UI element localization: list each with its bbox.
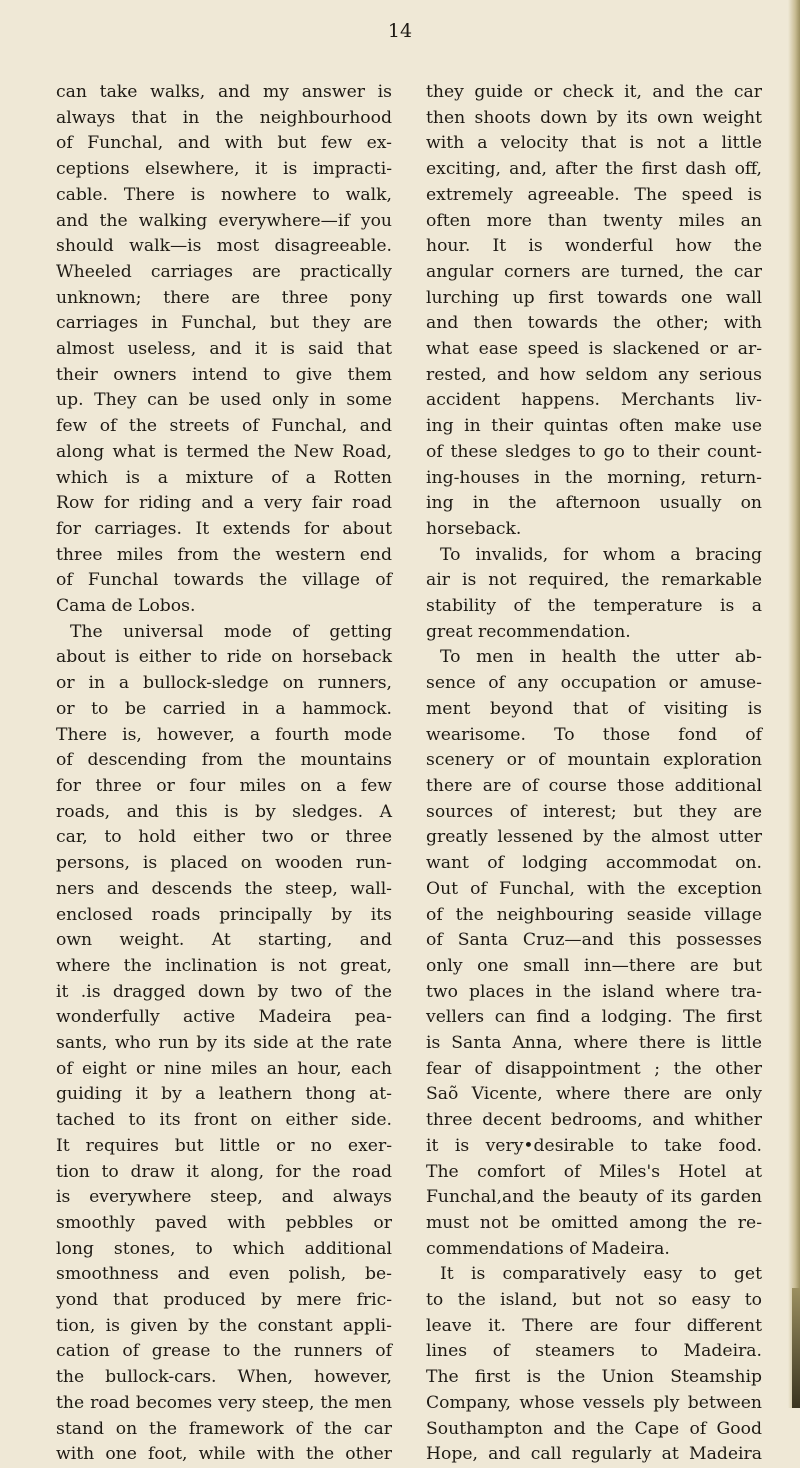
text-line: their owners intend to give them [56, 364, 392, 385]
text-line: accident happens. Merchants liv- [426, 390, 762, 411]
text-line: own weight. At starting, and [56, 930, 392, 951]
text-line: Company, whose vessels ply between [426, 1392, 762, 1413]
text-line: smoothness and even polish, be- [56, 1264, 392, 1285]
text-line: hour. It is wonderful how the [426, 236, 762, 257]
text-line: then shoots down by its own weight [426, 107, 762, 128]
text-line: sence of any occupation or amuse- [426, 673, 762, 694]
text-line: should walk—is most disagreeable. [56, 236, 392, 257]
text-line: cation of grease to the runners of [56, 1341, 392, 1362]
text-line: greatly lessened by the almost utter [426, 827, 762, 848]
text-line: there are of course those additional [426, 775, 762, 796]
text-line: almost useless, and it is said that [56, 339, 392, 360]
text-line: of these sledges to go to their count- [426, 441, 762, 462]
text-line: always that in the neighbourhood [56, 107, 392, 128]
text-line: fear of disappointment ; the other [426, 1058, 762, 1079]
text-line: it is very•desirable to take food. [426, 1135, 762, 1156]
text-line: yond that produced by mere fric- [56, 1290, 392, 1311]
text-line: car, to hold either two or three [56, 827, 392, 848]
text-line: they guide or check it, and the car [426, 82, 762, 102]
text-line: of eight or nine miles an hour, each [56, 1058, 392, 1079]
text-line: and the walking everywhere—if you [56, 210, 392, 231]
text-line: The first is the Union Steamship [426, 1367, 762, 1388]
text-line: of descending from the mountains [56, 750, 392, 771]
text-line: with one foot, while with the other [56, 1444, 392, 1465]
text-line: lurching up first towards one wall [426, 287, 762, 308]
text-line: three miles from the western end [56, 544, 392, 565]
text-line: ing in the afternoon usually on [426, 493, 762, 514]
text-line: wearisome. To those fond of [426, 724, 762, 745]
text-line: Hope, and call regularly at Madeira [426, 1444, 762, 1465]
text-line: of Funchal, and with but few ex- [56, 133, 392, 154]
text-line: to the island, but not so easy to [426, 1290, 762, 1311]
text-line: up. They can be used only in some [56, 390, 392, 411]
text-line: often more than twenty miles an [426, 210, 762, 231]
text-line: stability of the temperature is a [426, 596, 762, 617]
text-line: To invalids, for whom a bracing [440, 544, 762, 565]
text-line: and then towards the other; with [426, 313, 762, 334]
text-line: Wheeled carriages are practically [56, 261, 392, 282]
text-line: can take walks, and my answer is [56, 82, 392, 102]
text-line: roads, and this is by sledges. A [56, 801, 392, 822]
text-line: two places in the island where tra- [426, 981, 762, 1002]
text-line: what ease speed is slackened or ar- [426, 339, 762, 360]
text-line: only one small inn—there are but [426, 955, 762, 976]
text-line: sants, who run by its side at the rate [56, 1033, 392, 1054]
text-line: To men in health the utter ab- [440, 647, 762, 668]
text-line: of Santa Cruz—and this possesses [426, 930, 762, 951]
text-line: horseback. [426, 518, 522, 539]
page-edge-shadow [788, 0, 800, 1408]
text-line: with a velocity that is not a little [426, 133, 762, 154]
text-line: Southampton and the Cape of Good [426, 1418, 762, 1439]
text-line: The comfort of Miles's Hotel at [426, 1161, 762, 1182]
text-line: vellers can find a lodging. The first [426, 1007, 762, 1028]
text-line: air is not required, the remarkable [426, 570, 762, 591]
text-line: extremely agreeable. The speed is [426, 184, 762, 205]
text-line: There is, however, a fourth mode [56, 724, 392, 745]
text-line: few of the streets of Funchal, and [56, 416, 392, 437]
text-line: or in a bullock-sledge on runners, [56, 673, 392, 694]
text-line: must not be omitted among the re- [426, 1212, 762, 1233]
text-line: which is a mixture of a Rotten [56, 467, 392, 488]
text-line: enclosed roads principally by its [56, 904, 392, 925]
text-line: tion to draw it along, for the road [56, 1161, 392, 1182]
text-line: It is comparatively easy to get [440, 1264, 762, 1285]
text-line: smoothly paved with pebbles or [56, 1212, 392, 1233]
text-line: for three or four miles on a few [56, 775, 392, 796]
text-line: of the neighbouring seaside village [426, 904, 762, 925]
text-line: want of lodging accommodat on. [426, 853, 762, 874]
text-line: carriages in Funchal, but they are [56, 313, 392, 334]
text-line: scenery or of mountain exploration [426, 750, 762, 771]
text-line: the road becomes very steep, the men [56, 1392, 392, 1413]
text-line: lines of steamers to Madeira. [426, 1341, 762, 1362]
text-line: ceptions elsewhere, it is impracti- [56, 159, 392, 180]
text-line: unknown; there are three pony [56, 287, 392, 308]
text-line: three decent bedrooms, and whither [426, 1110, 762, 1131]
right-text-column [426, 80, 762, 1468]
text-line: it .is dragged down by two of the [56, 981, 392, 1002]
text-line: It requires but little or no exer- [56, 1135, 392, 1156]
page-corner-shadow [792, 1288, 800, 1408]
text-line: wonderfully active Madeira pea- [56, 1007, 392, 1028]
text-line: exciting, and, after the first dash off, [426, 159, 762, 180]
text-line: Funchal,and the beauty of its garden [426, 1187, 762, 1208]
text-line: leave it. There are four different [426, 1315, 762, 1336]
text-line: tion, is given by the constant appli- [56, 1315, 392, 1336]
text-line: ners and descends the steep, wall- [56, 878, 392, 899]
text-line: or to be carried in a hammock. [56, 698, 392, 719]
text-line: along what is termed the New Road, [56, 441, 392, 462]
text-line: Out of Funchal, with the exception [426, 878, 762, 899]
text-line: of Funchal towards the village of [56, 570, 392, 591]
text-line: the bullock-cars. When, however, [56, 1367, 392, 1388]
text-line: is Santa Anna, where there is little [426, 1033, 762, 1054]
text-line: where the inclination is not great, [56, 955, 392, 976]
text-line: tached to its front on either side. [56, 1110, 392, 1131]
page-number: 14 [387, 20, 413, 42]
text-line: angular corners are turned, the car [426, 261, 762, 282]
text-line: for carriages. It extends for about [56, 518, 392, 539]
text-line: is everywhere steep, and always [56, 1187, 392, 1208]
text-line: guiding it by a leathern thong at- [56, 1084, 392, 1105]
text-line: ing in their quintas often make use [426, 416, 762, 437]
text-line: ment beyond that of visiting is [426, 698, 762, 719]
text-line: about is either to ride on horseback [56, 647, 392, 668]
text-line: Row for riding and a very fair road [56, 493, 392, 514]
text-line: ing-houses in the morning, return- [426, 467, 762, 488]
text-line: The universal mode of getting [70, 621, 392, 642]
text-line: commendations of Madeira. [426, 1238, 670, 1259]
text-line: cable. There is nowhere to walk, [56, 184, 392, 205]
text-line: sources of interest; but they are [426, 801, 762, 822]
text-line: great recommendation. [426, 621, 631, 642]
text-line: stand on the framework of the car [56, 1418, 392, 1439]
text-line: Cama de Lobos. [56, 596, 196, 617]
text-line: Saõ Vicente, where there are only [426, 1084, 762, 1105]
text-line: persons, is placed on wooden run- [56, 853, 392, 874]
left-text-column [56, 80, 392, 1468]
text-line: rested, and how seldom any serious [426, 364, 762, 385]
text-line: long stones, to which additional [56, 1238, 392, 1259]
